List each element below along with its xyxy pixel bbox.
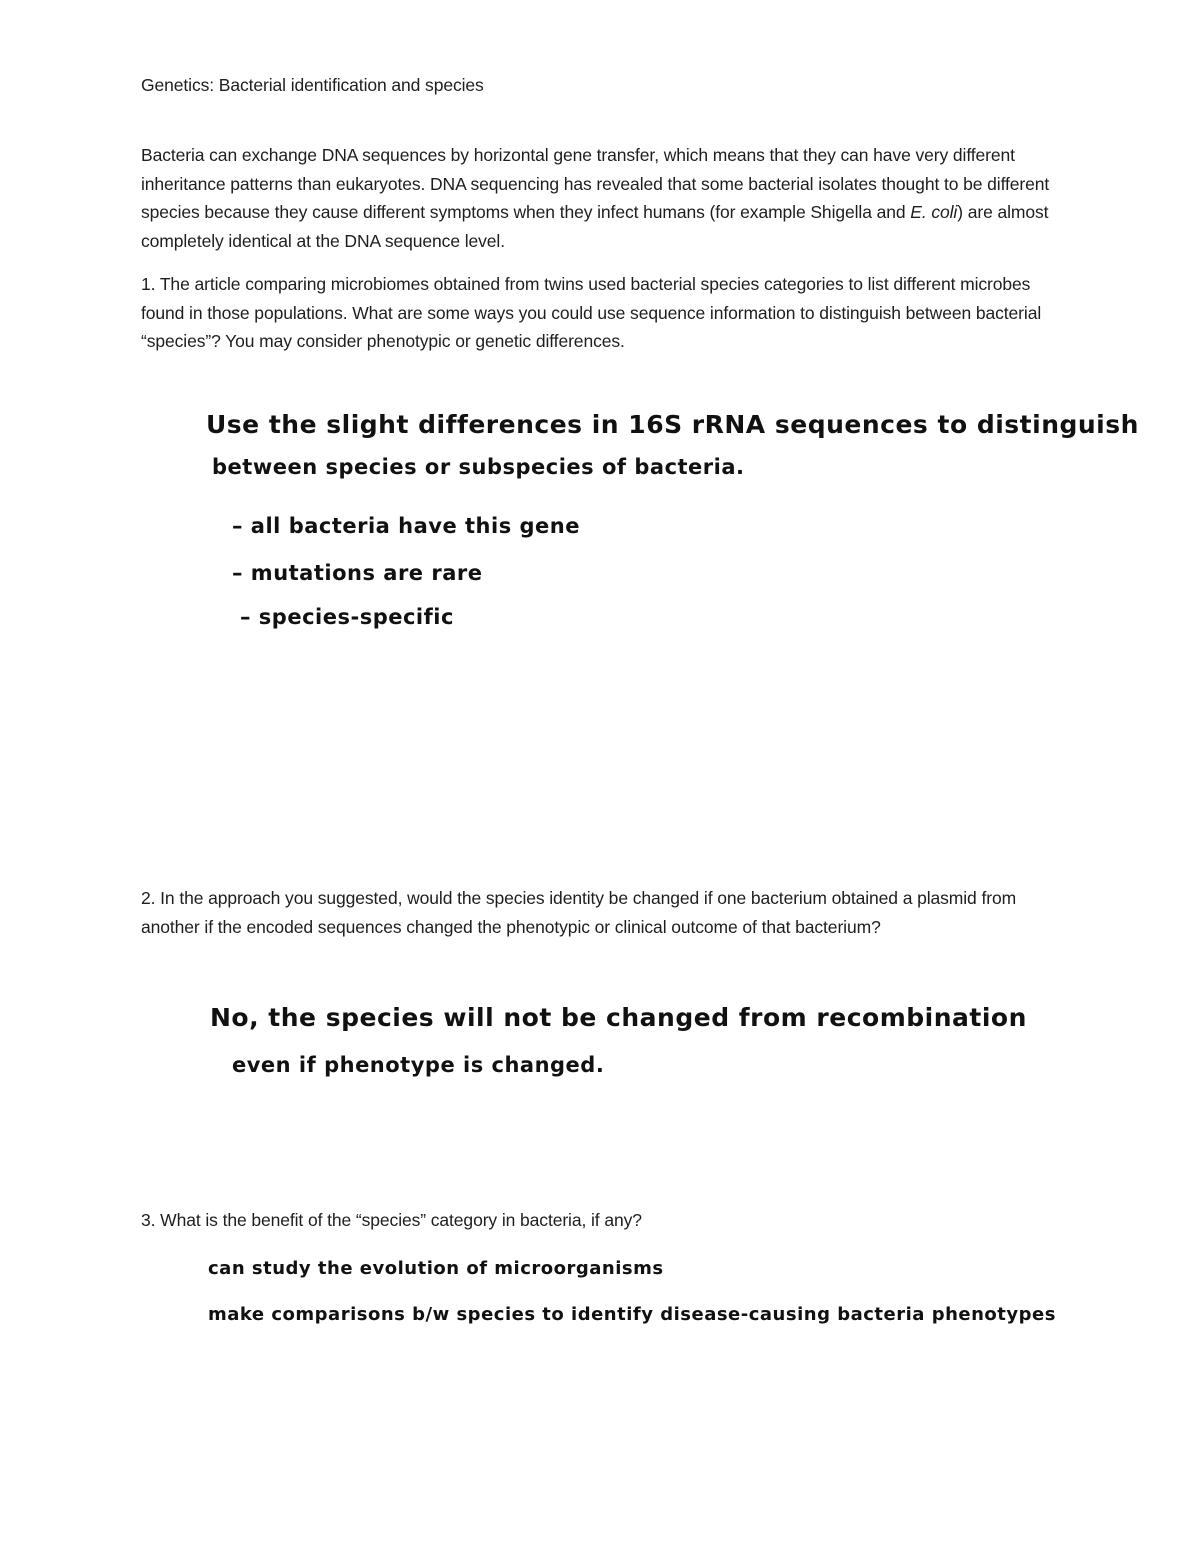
- answer-2-line-2: even if phenotype is changed.: [232, 1053, 605, 1077]
- intro-text-part1: Bacteria can exchange DNA sequences by horizontal gene transfer, which means that they can have very different inheritance patterns than eukaryotes. DNA sequencing has revealed that some bacterial isolates thought to be different species because they cause different symptoms when they infect humans (for example Shigella and: [141, 145, 1050, 222]
- answer-2-line-1: No, the species will not be changed from recombination: [210, 1003, 1027, 1032]
- answer-3-line-2: make comparisons b/w species to identify disease-causing bacteria phenotypes: [208, 1304, 1056, 1325]
- document-title: Genetics: Bacterial identification and species: [141, 75, 484, 95]
- answer-1-line-1: Use the slight differences in 16S rRNA sequences to distinguish: [206, 410, 1139, 439]
- intro-text-part2: ) are almost completely identical at the DNA sequence level.: [141, 202, 1049, 251]
- answer-1-line-4: – mutations are rare: [232, 561, 483, 585]
- question-3: 3. What is the benefit of the “species” category in bacteria, if any?: [141, 1210, 642, 1230]
- answer-1-line-5: – species-specific: [240, 605, 454, 629]
- answer-3-line-1: can study the evolution of microorganisms: [208, 1258, 664, 1279]
- intro-ecoli: E. coli: [910, 202, 958, 222]
- intro-paragraph: [141, 141, 1071, 255]
- question-2: 2. In the approach you suggested, would the species identity be changed if one bacterium obtained a plasmid from another if the encoded sequences changed the phenotypic or clinical outcome of that bacterium?: [141, 888, 1017, 937]
- question-1: 1. The article comparing microbiomes obtained from twins used bacterial species categories to list different microbes found in those populations. What are some ways you could use sequence information to distinguish between bacterial “species”? You may consider phenotypic or genetic differences.: [141, 274, 1042, 351]
- answer-1-line-2: between species or subspecies of bacteria.: [212, 455, 745, 479]
- answer-1-line-3: – all bacteria have this gene: [232, 514, 580, 538]
